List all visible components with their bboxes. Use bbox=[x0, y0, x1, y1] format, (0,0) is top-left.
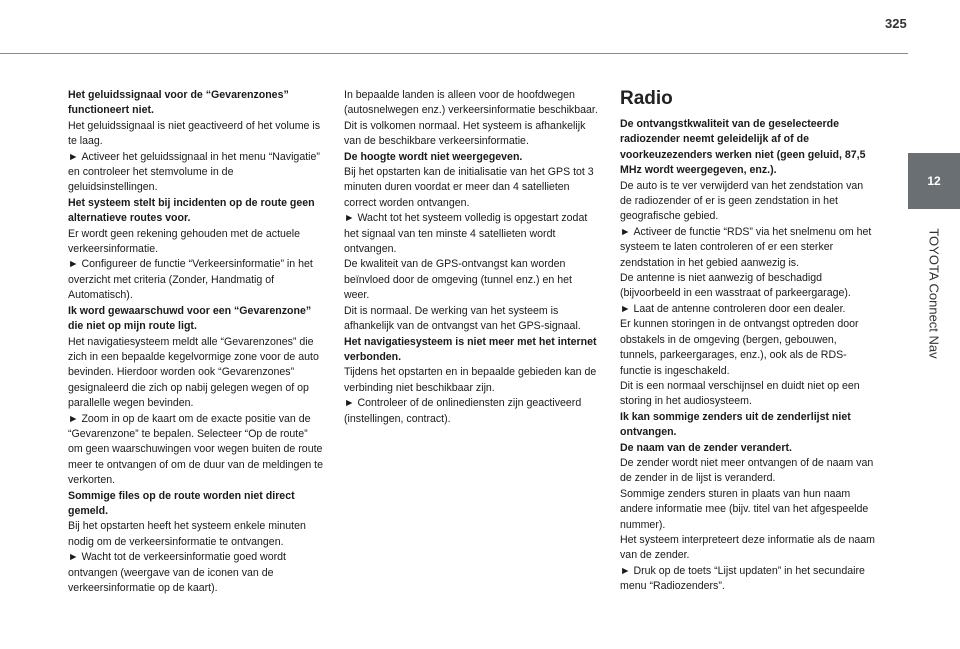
problem-statement: Het navigatiesysteem is niet meer met het internet verbonden. bbox=[344, 335, 597, 363]
instruction-step: ► Zoom in op de kaart om de exacte positie van de “Gevarenzone” te bepalen. Selecteer “Op de route” om geen waarschuwingen voor wegen buiten de route meer te ontvangen of om de duur van de meldingen te verkorten. bbox=[68, 412, 324, 489]
chapter-title-container bbox=[908, 213, 960, 373]
chapter-tab bbox=[908, 153, 960, 209]
problem-statement: De ontvangstkwaliteit van de geselecteerde radiozender neemt geleidelijk af of de voorkeuzezenders werken niet (geen geluid, 87,5 MHz wordt weergegeven, enz.). bbox=[620, 118, 866, 177]
body-paragraph: Dit is een normaal verschijnsel en duidt niet op een storing in het audiosysteem. bbox=[620, 379, 860, 408]
instruction-step: ► Controleer of de onlinediensten zijn geactiveerd (instellingen, contract). bbox=[344, 396, 600, 427]
body-paragraph: Tijdens het opstarten en in bepaalde gebieden kan de verbinding niet beschikbaar zijn. bbox=[344, 366, 597, 394]
body-paragraph: Dit is normaal. De werking van het systeem is afhankelijk van de ontvangst van het GPS-signaal. bbox=[344, 304, 581, 333]
problem-statement: Het geluidssignaal voor de “Gevarenzones” functioneert niet. bbox=[68, 89, 289, 117]
body-paragraph: De auto is te ver verwijderd van het zendstation van de radiozender of er is geen zendstation in het geografische gebied. bbox=[620, 179, 864, 223]
body-paragraph: Dit is volkomen normaal. Het systeem is afhankelijk van de beschikbare verkeersinformatie. bbox=[344, 119, 586, 148]
instruction-step: ► Wacht tot de verkeersinformatie goed wordt ontvangen (weergave van de iconen van de verkeersinformatie op de kaart). bbox=[68, 550, 324, 596]
body-paragraph: Er kunnen storingen in de ontvangst optreden door obstakels in de omgeving (bergen, gebouwen, tunnels, parkeergarages, enz.), ook als de RDS-functie is ingeschakeld. bbox=[620, 318, 859, 377]
body-paragraph: De kwaliteit van de GPS-ontvangst kan worden beïnvloed door de omgeving (tunnel enz.) en het weer. bbox=[344, 258, 572, 302]
header-divider bbox=[0, 53, 908, 54]
problem-statement: Ik word gewaarschuwd voor een “Gevarenzone” die niet op mijn route ligt. bbox=[68, 304, 312, 333]
page-number: 325 bbox=[885, 16, 907, 31]
body-paragraph: De antenne is niet aanwezig of beschadigd (bijvoorbeeld in een wasstraat of parkeergarage). bbox=[620, 272, 851, 300]
body-paragraph: Het geluidssignaal is niet geactiveerd of het volume is te laag. bbox=[68, 119, 321, 148]
text-column-2 bbox=[344, 88, 600, 427]
text-column-3 bbox=[620, 88, 876, 595]
instruction-step: ► Activeer de functie “RDS” via het snelmenu om het systeem te laten controleren of er een sterker zendstation in het gebied aanwezig is. bbox=[620, 225, 876, 271]
problem-statement: Ik kan sommige zenders uit de zenderlijst niet ontvangen. bbox=[620, 410, 851, 439]
chapter-title: TOYOTA Connect Nav bbox=[926, 227, 942, 359]
instruction-step: ► Configureer de functie “Verkeersinformatie” in het overzicht met criteria (Zonder, Handmatig of Automatisch). bbox=[68, 257, 324, 303]
instruction-step: ► Druk op de toets “Lijst updaten” in het secundaire menu “Radiozenders”. bbox=[620, 564, 876, 595]
problem-statement: De naam van de zender verandert. bbox=[620, 441, 792, 454]
problem-statement: Sommige files op de route worden niet direct gemeld. bbox=[68, 489, 295, 517]
instruction-step: ► Activeer het geluidssignaal in het menu “Navigatie” en controleer het stemvolume in de geluidsinstellingen. bbox=[68, 150, 324, 196]
body-paragraph: Het navigatiesysteem meldt alle “Gevarenzones” die zich in een bepaalde kegelvormige zone voor de auto bevinden. Hierdoor worden ook “Gevarenzones” gesignaleerd die zich op nabij gelegen wegen of op parallelle wegen bevinden. bbox=[68, 335, 319, 410]
body-paragraph: Sommige zenders sturen in plaats van hun naam andere informatie mee (bijv. titel van het afgespeelde nummer). bbox=[620, 487, 869, 531]
body-paragraph: Bij het opstarten heeft het systeem enkele minuten nodig om de verkeersinformatie te ontvangen. bbox=[68, 520, 306, 548]
instruction-step: ► Wacht tot het systeem volledig is opgestart zodat het signaal van ten minste 4 satellieten wordt ontvangen. bbox=[344, 211, 600, 257]
body-paragraph: Er wordt geen rekening gehouden met de actuele verkeersinformatie. bbox=[68, 227, 301, 256]
body-paragraph: Bij het opstarten kan de initialisatie van het GPS tot 3 minuten duren voordat er meer dan 4 satellieten correct worden ontvangen. bbox=[344, 166, 594, 209]
instruction-step: ► Laat de antenne controleren door een dealer. bbox=[620, 302, 876, 317]
body-paragraph: De zender wordt niet meer ontvangen of de naam van de zender in de lijst is veranderd. bbox=[620, 456, 874, 485]
chapter-number: 12 bbox=[927, 174, 941, 188]
section-heading: Radio bbox=[620, 88, 673, 109]
problem-statement: De hoogte wordt niet weergegeven. bbox=[344, 150, 523, 163]
text-column-1 bbox=[68, 88, 324, 596]
problem-statement: Het systeem stelt bij incidenten op de route geen alternatieve routes voor. bbox=[68, 196, 315, 225]
body-paragraph: In bepaalde landen is alleen voor de hoofdwegen (autosnelwegen enz.) verkeersinformatie beschikbaar. bbox=[344, 89, 598, 117]
body-paragraph: Het systeem interpreteert deze informatie als de naam van de zender. bbox=[620, 533, 875, 562]
